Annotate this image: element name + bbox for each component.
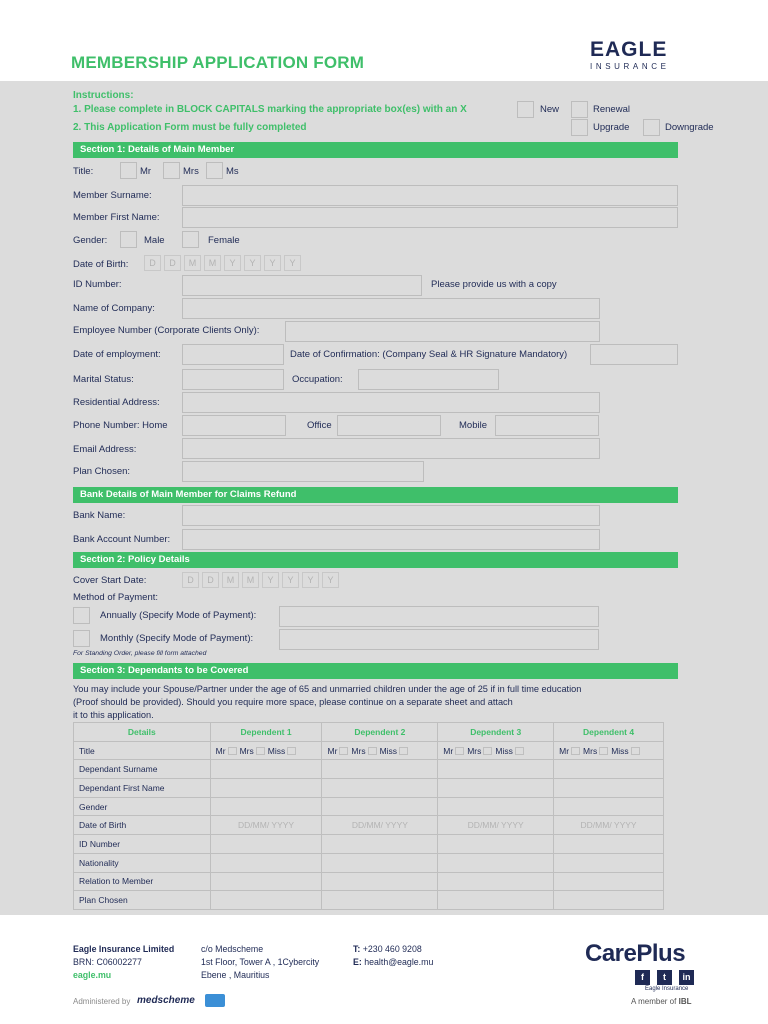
dob-box[interactable]: D [144, 255, 161, 271]
dependent-3-cell[interactable] [438, 853, 554, 872]
id-field[interactable] [182, 275, 422, 296]
phone-office-field[interactable] [337, 415, 441, 436]
table-row [74, 872, 664, 891]
gender-male-checkbox[interactable] [120, 231, 137, 248]
row-label: Date of Birth [74, 816, 211, 835]
dependent-title-option: Miss [495, 745, 513, 756]
dependent-title-option: Miss [611, 745, 629, 756]
gender-female-checkbox[interactable] [182, 231, 199, 248]
title-mr-label: Mr [140, 166, 152, 177]
phone-mobile-label: Mobile [459, 420, 487, 431]
dependent-title-checkbox[interactable] [368, 747, 377, 755]
member-of [631, 997, 691, 1006]
dependent-title-checkbox[interactable] [571, 747, 580, 755]
title-ms-label: Ms [226, 166, 239, 177]
dependent-3-cell[interactable] [438, 779, 554, 798]
title-mr-checkbox[interactable] [120, 162, 137, 179]
renewal-label: Renewal [593, 104, 630, 115]
dob-box[interactable]: Y [264, 255, 281, 271]
dependent-4-cell[interactable] [554, 797, 664, 816]
marital-field[interactable] [182, 369, 284, 390]
cover-start-box[interactable]: M [242, 572, 259, 588]
row-label: ID Number [74, 835, 211, 854]
renewal-checkbox[interactable] [571, 101, 588, 118]
dependent-title-option: Mr [559, 745, 570, 756]
bank-name-label: Bank Name: [73, 510, 126, 521]
footer-address-3: Ebene , Mauritius [201, 970, 270, 980]
dependent-title-checkbox[interactable] [399, 747, 408, 755]
footer-brn: BRN: C06002277 [73, 957, 142, 967]
section1-heading: Section 1: Details of Main Member [73, 142, 678, 158]
annually-field[interactable] [279, 606, 599, 627]
dependent-title-checkbox[interactable] [228, 747, 237, 755]
dependent-2-cell[interactable] [322, 741, 438, 760]
cover-start-box[interactable]: Y [302, 572, 319, 588]
phone-home-label: Phone Number: Home [73, 420, 168, 431]
dependent-4-cell[interactable] [554, 872, 664, 891]
dob-box[interactable]: D [164, 255, 181, 271]
confirmation-label: Date of Confirmation: (Company Seal & HR Signature Mandatory) [290, 349, 568, 360]
dependent-1-cell[interactable] [210, 872, 322, 891]
table-row [74, 835, 664, 854]
cover-start-box[interactable]: Y [282, 572, 299, 588]
dependent-2-cell[interactable] [322, 872, 438, 891]
dependent-1-cell[interactable] [210, 853, 322, 872]
dependent-4-cell[interactable] [554, 741, 664, 760]
footer-email-label: E: [353, 957, 362, 967]
annually-checkbox[interactable] [73, 607, 90, 624]
email-field[interactable] [182, 438, 600, 459]
row-label: Relation to Member [74, 872, 211, 891]
dependants-intro-3: it to this application. [73, 710, 154, 720]
dependent-1-cell[interactable] [210, 797, 322, 816]
downgrade-label: Downgrade [665, 122, 714, 133]
dependent-4-cell[interactable] [554, 891, 664, 910]
plan-field[interactable] [182, 461, 424, 482]
dependent-title-option: Mrs [239, 745, 254, 756]
cover-start-box[interactable]: D [202, 572, 219, 588]
cover-start-box[interactable]: Y [262, 572, 279, 588]
table-row [74, 891, 664, 910]
dob-box[interactable]: M [204, 255, 221, 271]
footer-company-block [73, 943, 174, 982]
dependent-title-checkbox[interactable] [599, 747, 608, 755]
table-row [74, 741, 664, 760]
row-label: Dependant Surname [74, 760, 211, 779]
dependent-2-column-header: Dependent 2 [322, 723, 438, 742]
ibl-logo: IBL [678, 997, 692, 1006]
plan-label: Plan Chosen: [73, 466, 131, 477]
payment-method-label: Method of Payment: [73, 592, 159, 603]
gender-male-label: Male [144, 235, 165, 246]
employee-no-label: Employee Number (Corporate Clients Only): [73, 325, 260, 336]
annually-label: Annually (Specify Mode of Payment): [100, 610, 257, 621]
dependent-title-option: Mrs [583, 745, 598, 756]
dependent-title-checkbox[interactable] [287, 747, 296, 755]
title-label: Title: [73, 166, 94, 177]
occupation-label: Occupation: [292, 374, 343, 385]
first-name-label: Member First Name: [73, 212, 160, 223]
dependants-table [73, 722, 664, 910]
dependent-4-cell[interactable]: DD/MM/ YYYY [554, 816, 664, 835]
dependent-2-cell[interactable] [322, 779, 438, 798]
dependants-intro-2: (Proof should be provided). Should you require more space, please continue on a separate sheet and attach [73, 697, 513, 707]
downgrade-checkbox[interactable] [643, 119, 660, 136]
dependent-3-cell[interactable] [438, 835, 554, 854]
gender-label: Gender: [73, 235, 108, 246]
footer-company-name: Eagle Insurance Limited [73, 944, 175, 954]
table-row [74, 779, 664, 798]
new-label: New [540, 104, 560, 115]
section2-heading: Section 2: Policy Details [73, 552, 678, 568]
dependent-title-checkbox[interactable] [483, 747, 492, 755]
dependent-2-cell[interactable] [322, 760, 438, 779]
dependent-1-cell[interactable]: DD/MM/ YYYY [210, 816, 322, 835]
footer-tel-label: T: [353, 944, 361, 954]
dob-box[interactable]: Y [284, 255, 301, 271]
dependent-title-option: Mrs [467, 745, 482, 756]
title-mrs-checkbox[interactable] [163, 162, 180, 179]
dependent-3-cell[interactable] [438, 872, 554, 891]
bank-account-field[interactable] [182, 529, 600, 550]
monthly-checkbox[interactable] [73, 630, 90, 647]
employment-date-label: Date of employment: [73, 349, 161, 360]
row-label: Title [74, 741, 211, 760]
twitter-icon[interactable]: t [657, 970, 672, 985]
dependent-1-column-header: Dependent 1 [210, 723, 322, 742]
dependent-1-cell[interactable] [210, 779, 322, 798]
monthly-field[interactable] [279, 629, 599, 650]
logo-subtitle: INSURANCE [590, 62, 670, 71]
table-row [74, 853, 664, 872]
instruction-2: 2. This Application Form must be fully completed [73, 122, 307, 133]
email-label: Email Address: [73, 444, 137, 455]
confirmation-field[interactable] [590, 344, 678, 365]
dependent-title-checkbox[interactable] [339, 747, 348, 755]
dependent-3-cell[interactable]: DD/MM/ YYYY [438, 816, 554, 835]
surname-field[interactable] [182, 185, 678, 206]
dependent-3-cell[interactable] [438, 741, 554, 760]
footer-address-1: c/o Medscheme [201, 944, 264, 954]
company-field[interactable] [182, 298, 600, 319]
dependent-4-cell[interactable] [554, 835, 664, 854]
dob-box[interactable]: Y [224, 255, 241, 271]
title-ms-checkbox[interactable] [206, 162, 223, 179]
dependent-2-cell[interactable]: DD/MM/ YYYY [322, 816, 438, 835]
medscheme-logo: medscheme [137, 995, 195, 1006]
dependent-title-option: Mr [215, 745, 226, 756]
address-field[interactable] [182, 392, 600, 413]
dob-box[interactable]: Y [244, 255, 261, 271]
gender-female-label: Female [208, 235, 240, 246]
dependent-2-cell[interactable] [322, 853, 438, 872]
dependants-intro-1: You may include your Spouse/Partner under the age of 65 and unmarried children under the age of 25 if in full time education [73, 684, 582, 694]
dependent-title-checkbox[interactable] [455, 747, 464, 755]
bank-name-field[interactable] [182, 505, 600, 526]
dependent-1-cell[interactable] [210, 760, 322, 779]
cover-start-box[interactable]: D [182, 572, 199, 588]
details-column-header: Details [74, 723, 211, 742]
logo-wordmark: EAGLE [590, 38, 668, 61]
medscheme-mark-icon [205, 994, 225, 1007]
footer-address-2: 1st Floor, Tower A , 1Cybercity [201, 957, 320, 967]
dependent-4-cell[interactable] [554, 779, 664, 798]
instruction-1: 1. Please complete in BLOCK CAPITALS marking the appropriate box(es) with an X [73, 104, 467, 115]
id-note: Please provide us with a copy [431, 279, 557, 290]
dependent-title-checkbox[interactable] [515, 747, 524, 755]
dependent-title-option: Mr [443, 745, 454, 756]
footer-address-block [201, 943, 319, 982]
dependent-2-cell[interactable] [322, 891, 438, 910]
form-title: MEMBERSHIP APPLICATION FORM [71, 53, 365, 72]
dependent-1-cell[interactable] [210, 741, 322, 760]
table-row [74, 760, 664, 779]
careplus-logo: CarePlus [585, 940, 686, 967]
linkedin-icon[interactable]: in [679, 970, 694, 985]
footer-contact-block [353, 943, 433, 969]
dependent-3-column-header: Dependent 3 [438, 723, 554, 742]
member-of-text: A member of [631, 997, 677, 1006]
table-row [74, 797, 664, 816]
row-label: Plan Chosen [74, 891, 211, 910]
footer-email-link[interactable]: health@eagle.mu [364, 957, 434, 967]
new-checkbox[interactable] [517, 101, 534, 118]
phone-mobile-field[interactable] [495, 415, 599, 436]
dependent-title-option: Mr [327, 745, 338, 756]
occupation-field[interactable] [358, 369, 499, 390]
upgrade-checkbox[interactable] [571, 119, 588, 136]
address-label: Residential Address: [73, 397, 160, 408]
employee-no-field[interactable] [285, 321, 600, 342]
row-label: Nationality [74, 853, 211, 872]
employment-date-field[interactable] [182, 344, 284, 365]
dependent-1-cell[interactable] [210, 835, 322, 854]
dependent-3-cell[interactable] [438, 797, 554, 816]
bank-heading: Bank Details of Main Member for Claims Refund [73, 487, 678, 503]
dependent-3-cell[interactable] [438, 760, 554, 779]
dependent-title-option: Miss [267, 745, 286, 756]
first-name-field[interactable] [182, 207, 678, 228]
dob-box[interactable]: M [184, 255, 201, 271]
title-mrs-label: Mrs [183, 166, 199, 177]
facebook-icon[interactable]: f [635, 970, 650, 985]
id-label: ID Number: [73, 279, 122, 290]
eagle-logo [588, 38, 698, 74]
cover-start-box[interactable]: M [222, 572, 239, 588]
footer-website-link[interactable]: eagle.mu [73, 970, 112, 980]
row-label: Gender [74, 797, 211, 816]
dob-label: Date of Birth: [73, 259, 129, 270]
standing-order-note: For Standing Order, please fill form attached [73, 650, 207, 657]
table-row [74, 816, 664, 835]
dependent-title-option: Mrs [351, 745, 366, 756]
marital-label: Marital Status: [73, 374, 134, 385]
phone-home-field[interactable] [182, 415, 286, 436]
upgrade-label: Upgrade [593, 122, 630, 133]
surname-label: Member Surname: [73, 190, 152, 201]
dependent-4-cell[interactable] [554, 853, 664, 872]
dependent-2-cell[interactable] [322, 797, 438, 816]
footer-tel: +230 460 9208 [362, 944, 422, 954]
careplus-subtitle: Eagle Insurance [645, 986, 689, 992]
row-label: Dependant First Name [74, 779, 211, 798]
section3-heading: Section 3: Dependants to be Covered [73, 663, 678, 679]
dependent-4-column-header: Dependent 4 [554, 723, 664, 742]
administered-by: Administered by [73, 997, 131, 1006]
dependent-3-cell[interactable] [438, 891, 554, 910]
company-label: Name of Company: [73, 303, 155, 314]
dependent-2-cell[interactable] [322, 835, 438, 854]
dependent-title-checkbox[interactable] [631, 747, 640, 755]
dependent-1-cell[interactable] [210, 891, 322, 910]
bank-account-label: Bank Account Number: [73, 534, 171, 545]
cover-start-box[interactable]: Y [322, 572, 339, 588]
instructions-heading: Instructions: [73, 90, 134, 101]
cover-start-label: Cover Start Date: [73, 575, 147, 586]
monthly-label: Monthly (Specify Mode of Payment): [100, 633, 254, 644]
phone-office-label: Office [307, 420, 332, 431]
dependent-4-cell[interactable] [554, 760, 664, 779]
dependent-title-checkbox[interactable] [256, 747, 265, 755]
dependent-title-option: Miss [379, 745, 398, 756]
